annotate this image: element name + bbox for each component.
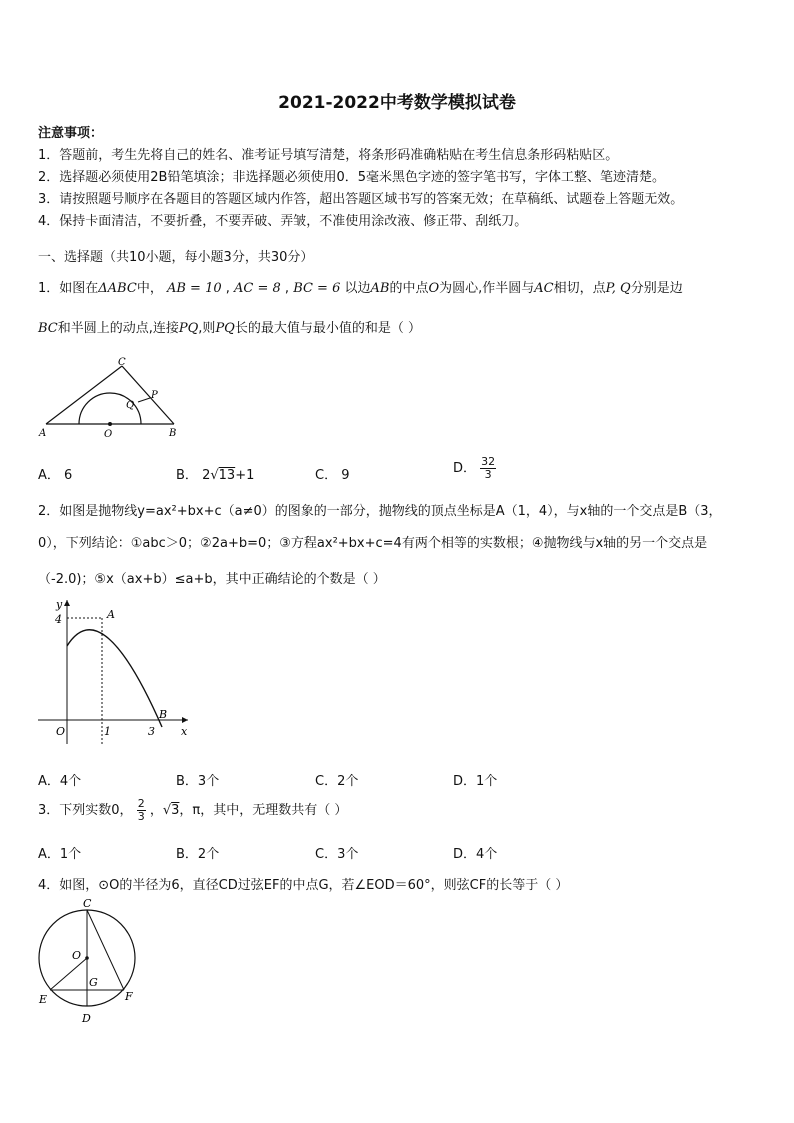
q2-option-b: B．3个: [176, 774, 220, 789]
center-dot: [108, 422, 112, 426]
label-a: A: [39, 428, 47, 439]
q3-option-d: D．4个: [453, 847, 498, 862]
q1-option-b: B． 2√13+1: [176, 468, 255, 483]
label-f: F: [125, 990, 133, 1003]
parabola-curve: [67, 630, 162, 727]
notice-heading: 注意事项：: [38, 126, 104, 141]
label-y: y: [56, 598, 63, 611]
label-o: O: [56, 725, 66, 738]
q1-option-c: C． 9: [315, 468, 350, 483]
q3-option-a: A．1个: [38, 847, 82, 862]
q2-option-c: C．2个: [315, 774, 359, 789]
label-a: A: [107, 608, 115, 621]
label-e: E: [39, 993, 48, 1006]
segment-pq: [138, 398, 150, 402]
side-ac: [46, 366, 122, 424]
q2-line-1: 2．如图是抛物线y=ax²+bx+c（a≠0）的图象的一部分，抛物线的顶点坐标是A（1，4），与x轴的一个交点是B（3，: [38, 504, 722, 519]
x-axis-arrow: [182, 717, 188, 723]
label-p: P: [151, 390, 158, 401]
label-d: D: [82, 1012, 91, 1025]
q3-line: 3．下列实数0， $\frac{2}{3}$ ，√3，π，其中，无理数共有（ ）: [38, 797, 348, 823]
label-1: 1: [104, 725, 111, 738]
side-bc: [122, 366, 174, 424]
notice-item-2: 2．选择题必须使用2B铅笔填涂；非选择题必须使用0．5毫米黑色字迹的签字笔书写，字体工整、笔迹清楚。: [38, 170, 666, 185]
q2-line-3: （-2.0)；⑤x（ax+b）≤a+b，其中正确结论的个数是（ ）: [38, 572, 386, 587]
q2-line-2: 0），下列结论：①abc＞0；②2a+b=0；③方程ax²+bx+c=4有两个相等的实数根；④抛物线与x轴的另一个交点是: [38, 536, 708, 551]
center-dot: [85, 956, 89, 960]
q1-line-2: BC和半圆上的动点,连接PQ,则PQ长的最大值与最小值的和是（ ）: [38, 321, 421, 336]
q2-option-d: D．1个: [453, 774, 498, 789]
label-o: O: [72, 949, 82, 962]
label-c: C: [83, 897, 92, 910]
q1-option-d: D． $\frac{32}{3}$: [453, 455, 496, 481]
q1-triangle-figure: [38, 356, 188, 440]
label-4: 4: [55, 613, 62, 626]
label-q: Q: [126, 400, 135, 411]
notice-item-3: 3．请按照题号顺序在各题目的答题区域内作答，超出答题区域书写的答案无效；在草稿纸、试题卷上答题无效。: [38, 192, 684, 207]
label-c: C: [118, 357, 126, 368]
segment-oe: [50, 958, 87, 990]
q1-line-1: 1．如图在ΔABC中， AB = 10 , AC = 8 , BC = 6 以边AB的中点O为圆心,作半圆与AC相切，点P, Q分别是边: [38, 281, 683, 296]
label-3: 3: [148, 725, 155, 738]
label-o: O: [104, 429, 113, 440]
q3-option-c: C．3个: [315, 847, 359, 862]
label-x: x: [181, 725, 188, 738]
q1-option-a: A． 6: [38, 468, 73, 483]
page-title: 2021-2022中考数学模拟试卷: [278, 93, 516, 113]
notice-item-4: 4．保持卡面清洁，不要折叠，不要弄破、弄皱，不准使用涂改液、修正带、刮纸刀。: [38, 214, 528, 229]
label-b: B: [159, 708, 168, 721]
q2-parabola-figure: [38, 594, 198, 744]
label-g: G: [89, 976, 98, 989]
q2-option-a: A．4个: [38, 774, 82, 789]
q3-option-b: B．2个: [176, 847, 220, 862]
y-axis-arrow: [64, 600, 70, 606]
section-heading: 一、选择题（共10小题，每小题3分，共30分）: [38, 250, 314, 265]
label-b: B: [169, 428, 177, 439]
q4-text: 4．如图，⊙O的半径为6，直径CD过弦EF的中点G，若∠EOD＝60°，则弦CF的长等于（ ）: [38, 878, 569, 893]
q4-circle-figure: [34, 893, 144, 1027]
notice-item-1: 1．答题前，考生先将自己的姓名、准考证号填写清楚，将条形码准确粘贴在考生信息条形码粘贴区。: [38, 148, 619, 163]
